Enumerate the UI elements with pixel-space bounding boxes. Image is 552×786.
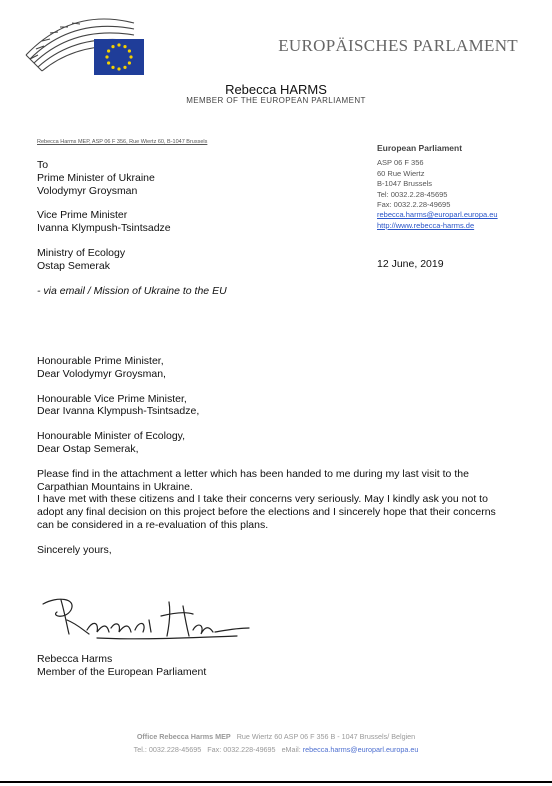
letter-body: [37, 355, 515, 557]
recipient-2-title: Vice Prime Minister: [37, 209, 128, 222]
salutation-1b: Dear Volodymyr Groysman,: [37, 367, 166, 380]
handwritten-signature: [37, 590, 257, 650]
signature-block: [37, 653, 206, 679]
institution-name: EUROPÄISCHES PARLAMENT: [278, 36, 518, 55]
sender-address-line: Rebecca Harms MEP, ASP 06 F 356, Rue Wiertz 60, B-1047 Brussels: [37, 139, 208, 145]
footer-fax: Fax: 0032.228-49695: [207, 745, 276, 754]
footer-email-label: eMail:: [281, 745, 301, 754]
recipient-1-name: Volodymyr Groysman: [37, 184, 138, 197]
recipient-3-name: Ostap Semerak: [37, 259, 110, 272]
paragraph-2: I have met with these citizens and I take their concerns very seriously. May I kindly ask you not to adopt any final decision on this project before the elections and I sincerely hope that their concerns can be considered in a re-evaluation of this plans.: [37, 493, 496, 531]
salutation-3a: Honourable Minister of Ecology,: [37, 430, 186, 443]
salutation-2a: Honourable Vice Prime Minister,: [37, 392, 187, 405]
footer: [0, 730, 552, 756]
letter-date: 12 June, 2019: [377, 258, 444, 270]
email-link[interactable]: rebecca.harms@europarl.europa.eu: [377, 210, 498, 220]
salutation-1a: Honourable Prime Minister,: [37, 355, 164, 367]
footer-address: Rue Wiertz 60 ASP 06 F 356 B - 1047 Brussels/ Belgien: [236, 732, 416, 741]
fax: Fax: 0032.2.28-49695: [377, 200, 451, 210]
telephone: Tel: 0032.2.28-45695: [377, 189, 448, 199]
website-link[interactable]: http://www.rebecca-harms.de: [377, 220, 475, 230]
address-line-3: B-1047 Brussels: [377, 179, 433, 189]
delivery-note: - via email / Mission of Ukraine to the EU: [37, 284, 227, 297]
salutation-3b: Dear Ostap Semerak,: [37, 442, 139, 455]
footer-office: Office Rebecca Harms MEP: [136, 732, 231, 741]
bottom-divider: [0, 781, 552, 783]
footer-email-link[interactable]: rebecca.harms@europarl.europa.eu: [302, 745, 419, 754]
office-heading: European Parliament: [377, 143, 463, 153]
office-address-block: [377, 143, 498, 231]
recipient-3-title: Ministry of Ecology: [37, 246, 126, 259]
mep-name: Rebecca HARMS: [225, 82, 327, 97]
paragraph-1: Please find in the attachment a letter which has been handed to me during my last visit to the Carpathian Mountains in Ukraine.: [37, 467, 469, 493]
closing: Sincerely yours,: [37, 543, 112, 556]
recipients-block: [37, 159, 227, 297]
footer-tel: Tel.: 0032.228-45695: [133, 745, 202, 754]
to-label: To: [37, 159, 49, 171]
mep-role: MEMBER OF THE EUROPEAN PARLIAMENT: [186, 96, 366, 105]
recipient-2-name: Ivanna Klympush-Tsintsadze: [37, 222, 171, 235]
signatory-name: Rebecca Harms: [37, 653, 113, 665]
salutation-2b: Dear Ivanna Klympush-Tsintsadze,: [37, 405, 200, 418]
recipient-1-title: Prime Minister of Ukraine: [37, 171, 155, 184]
european-parliament-logo: [22, 15, 146, 77]
signatory-title: Member of the European Parliament: [37, 666, 207, 678]
address-line-2: 60 Rue Wiertz: [377, 168, 425, 178]
address-line-1: ASP 06 F 356: [377, 158, 424, 168]
